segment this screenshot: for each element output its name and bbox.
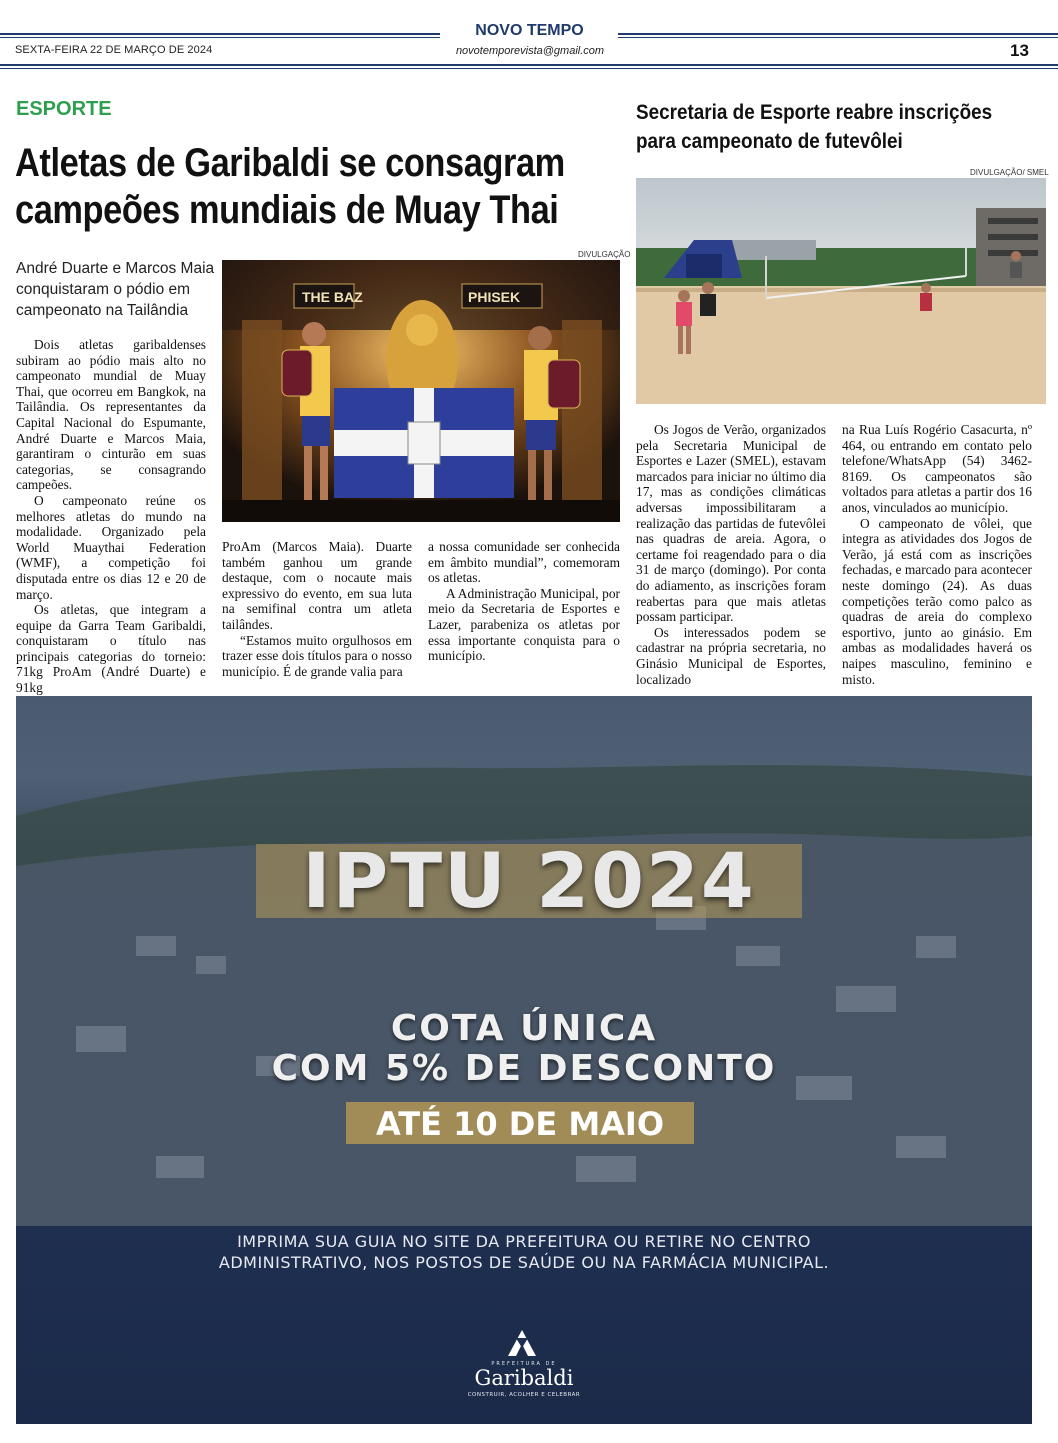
ad-offer-line-1: COTA ÚNICA <box>390 1008 658 1049</box>
article-subhead: André Duarte e Marcos Maia conquistaram o pódio em campeonato na Tailândia <box>16 260 215 319</box>
newspaper-title: NOVO TEMPO <box>462 22 597 40</box>
photo-credit: DIVULGAÇÃO <box>578 250 631 259</box>
ad-deadline: ATÉ 10 DE MAIO <box>375 1105 665 1143</box>
left-article-column-2 <box>222 539 412 679</box>
prefeitura-logo-icon <box>502 1326 542 1360</box>
right-article-column-2 <box>842 422 1032 687</box>
athletes-photo <box>222 260 620 522</box>
page-number: 13 <box>1010 41 1029 60</box>
masthead-rule-bottom-thin <box>0 68 1058 69</box>
left-article-column-3 <box>428 539 620 664</box>
headline-line-2: campeões mundiais de Muay Thai <box>15 188 559 232</box>
beach-volleyball-photo <box>636 178 1046 404</box>
paragraph: A Administração Municipal, por meio da Secretaria de Esportes e Lazer, parabeniza os atletas por essa importante conquista para o município. <box>428 585 620 664</box>
paragraph: “Estamos muito orgulhosos em trazer esse dois títulos para o nosso município. É de grande valia para <box>222 632 412 679</box>
paragraph: Os atletas, que integram a equipe da Garra Team Garibaldi, conquistaram o título nas principais categorias do torneio: 71kg ProAm (André Duarte) e 91kg <box>16 602 206 696</box>
article-headline <box>15 140 634 234</box>
right-article-column-1 <box>636 422 826 687</box>
iptu-advertisement[interactable] <box>16 696 1032 1424</box>
headline-line-1: Atletas de Garibaldi se consagram <box>15 141 565 185</box>
photo-sign-right: PHISEK <box>468 289 521 305</box>
paragraph: Os interessados podem se cadastrar na própria secretaria, no Ginásio Municipal de Esportes, localizado <box>636 624 826 687</box>
ad-offer-line-2: COM 5% DE DESCONTO <box>271 1048 777 1089</box>
paragraph: Os Jogos de Verão, organizados pela Secretaria Municipal de Esportes e Lazer (SMEL), estavam marcados para iniciar no último dia 17, mas as condições climáticas adversas impossibilitaram a realização das partidas de futevôlei nas quadras de areia. Agora, o certame foi reagendado para o dia 31 de março (domingo). Por conta do adiamento, as inscrições foram reabertas para que mais atletas possam participar. <box>636 422 827 625</box>
logo-prefix: PREFEITURA DE <box>491 1361 557 1367</box>
logo-name: Garibaldi <box>474 1366 574 1390</box>
paragraph: na Rua Luís Rogério Casacurta, nº 464, ou entrando em contato pelo telefone/WhatsApp (54) 3462-8169. Os campeonatos são voltados para atletas a partir dos 16 anos, vinculados ao município. <box>842 422 1032 515</box>
right-headline-line-1: Secretaria de Esporte reabre inscrições <box>636 101 993 124</box>
photo-sign-left: THE BAZ <box>302 289 363 305</box>
masthead-rule-bottom <box>0 64 1058 66</box>
ad-title: IPTU 2024 <box>302 836 756 925</box>
section-label: ESPORTE <box>16 98 112 120</box>
logo-tagline: CONSTRUIR, ACOLHER E CELEBRAR <box>467 1392 581 1398</box>
photo-credit: DIVULGAÇÃO/ SMEL <box>970 168 1049 177</box>
paragraph: O campeonato reúne os melhores atletas do mundo na modalidade. Organizado pela World Muaythai Federation (WMF), a competição foi disputada entre os dias 12 e 20 de março. <box>16 492 206 602</box>
right-article-headline <box>636 98 1046 156</box>
paragraph: ProAm (Marcos Maia). Duarte também ganhou um grande destaque, com o nocaute mais expressivo do evento, em sua luta na semifinal contra um atleta tailândes. <box>222 539 412 632</box>
paragraph: O campeonato de vôlei, que integra as atividades dos Jogos de Verão, já está com as inscrições fechadas, e marcado para acontecer neste domingo (24). As duas competições terão como palco as quadras de areia do complexo esportivo, junto ao ginásio. Em ambas as modalidades haverá os naipes masculino, feminino e misto. <box>842 515 1032 687</box>
left-article-column-1 <box>16 337 206 696</box>
paragraph: a nossa comunidade ser conhecida em âmbito mundial”, comemoram os atletas. <box>428 539 620 586</box>
issue-date: SEXTA-FEIRA 22 DE MARÇO DE 2024 <box>15 44 213 56</box>
city-background-image <box>16 696 1032 1236</box>
right-headline-line-2: para campeonato de futevôlei <box>636 130 903 153</box>
paragraph: Dois atletas garibaldenses subiram ao pódio mais alto no campeonato mundial de Muay Thai, que ocorreu em Bangkok, na Tailândia. Os representantes da Capital Nacional do Espumante, André Duarte e Marcos Maia, garantiram o cinturão em suas categorias, se consagrando campeões. <box>16 337 206 493</box>
ad-instructions: IMPRIMA SUA GUIA NO SITE DA PREFEITURA OU RETIRE NO CENTRO ADMINISTRATIVO, NOS POSTOS DE SAÚDE OU NA FARMÁCIA MUNICIPAL. <box>218 1232 830 1272</box>
contact-email[interactable]: novotemporevista@gmail.com <box>455 45 605 57</box>
